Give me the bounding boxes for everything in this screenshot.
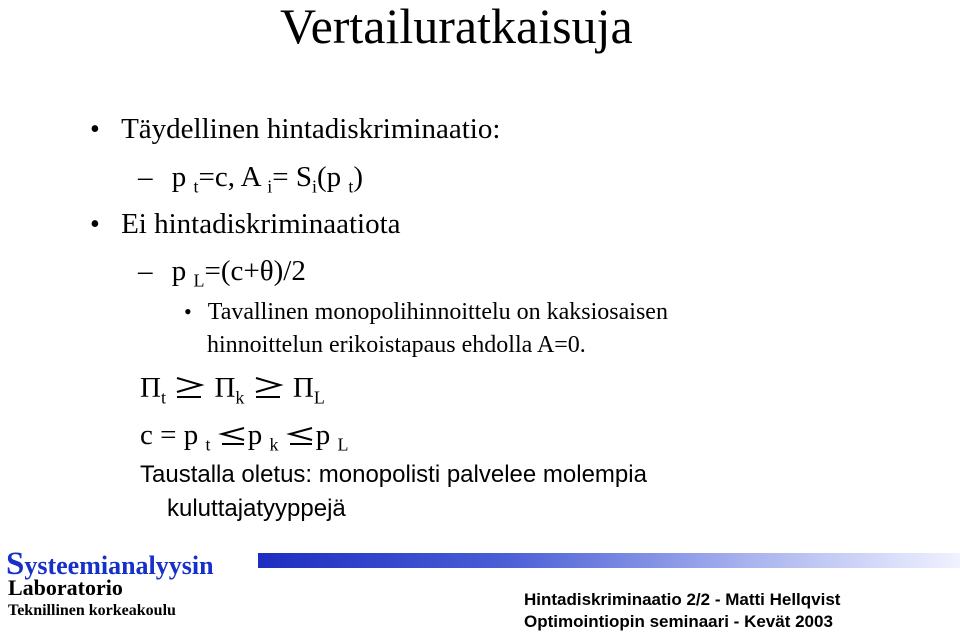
formula-part: p xyxy=(247,419,263,451)
formula-sub: L xyxy=(193,270,205,291)
inequality-prices xyxy=(140,418,349,455)
formula-sub: k xyxy=(269,434,279,455)
formula-pt: p $_t$ xyxy=(171,161,199,197)
formula-part: =(c+θ)/2 xyxy=(204,255,306,287)
formula-sub: t xyxy=(160,387,166,408)
bullet-dot: • xyxy=(184,299,192,324)
footer-presentation-info: Hintadiskriminaatio 2/2 - Matti Hellqvist xyxy=(524,590,841,609)
lab-name: Laboratorio xyxy=(8,575,123,600)
greater-equal-icon xyxy=(175,375,205,399)
bullet-2-text: Ei hintadiskriminaatiota xyxy=(121,208,401,240)
greater-equal-icon xyxy=(254,375,284,399)
dash-marker: – xyxy=(138,161,153,193)
assumption-line-2: kuluttajatyyppejä xyxy=(167,495,346,522)
formula-sub: L xyxy=(337,434,349,455)
formula-sub: i xyxy=(267,176,273,197)
formula-sub: k xyxy=(235,387,245,408)
sub-sub-line-2: hinnoittelun erikoistapaus ehdolla A=0. xyxy=(207,332,586,358)
formula-part: c = p xyxy=(140,419,199,451)
bullet-2 xyxy=(90,207,401,242)
inequality-profits xyxy=(140,371,325,408)
formula-part: p xyxy=(171,255,187,287)
pi-symbol: Π xyxy=(292,372,314,404)
formula-part: ) xyxy=(353,161,364,193)
sub-bullet-1 xyxy=(138,160,364,197)
sub-sub-line-1: Tavallinen monopolihinnoittelu on kaksiosaisen xyxy=(207,299,668,325)
page-title: Vertailuratkaisuja xyxy=(280,0,633,54)
bullet-dot: • xyxy=(90,209,100,240)
assumption-line-1: Taustalla oletus: monopolisti palvelee molempia xyxy=(140,461,647,488)
formula-part: (p xyxy=(316,161,342,193)
formula-sub: t xyxy=(205,434,211,455)
bullet-dot: • xyxy=(90,114,100,145)
footer-seminar-info: Optimointiopin seminaari - Kevät 2003 xyxy=(524,612,833,631)
logo-text: ysteemianalyysin xyxy=(24,551,214,580)
bullet-1-text: Täydellinen hintadiskriminaatio: xyxy=(121,113,501,145)
formula-sub: i xyxy=(311,176,317,197)
less-equal-icon xyxy=(220,426,246,446)
dash-marker: – xyxy=(138,255,153,287)
pi-symbol: Π xyxy=(140,372,161,404)
formula-part: =c, A xyxy=(198,161,260,193)
formula-part: p xyxy=(315,419,331,451)
sub-sub-bullet xyxy=(184,297,668,327)
footer-gradient-bar xyxy=(258,553,960,568)
university-name: Teknillinen korkeakoulu xyxy=(8,602,176,619)
bullet-1 xyxy=(90,112,500,147)
less-equal-icon xyxy=(288,426,314,446)
formula-sub: L xyxy=(313,387,325,408)
formula-sub: t xyxy=(348,176,354,197)
logo-initial: S xyxy=(6,546,25,582)
sub-bullet-2 xyxy=(138,254,306,291)
formula-part: = S xyxy=(272,161,312,193)
pi-symbol: Π xyxy=(214,372,236,404)
